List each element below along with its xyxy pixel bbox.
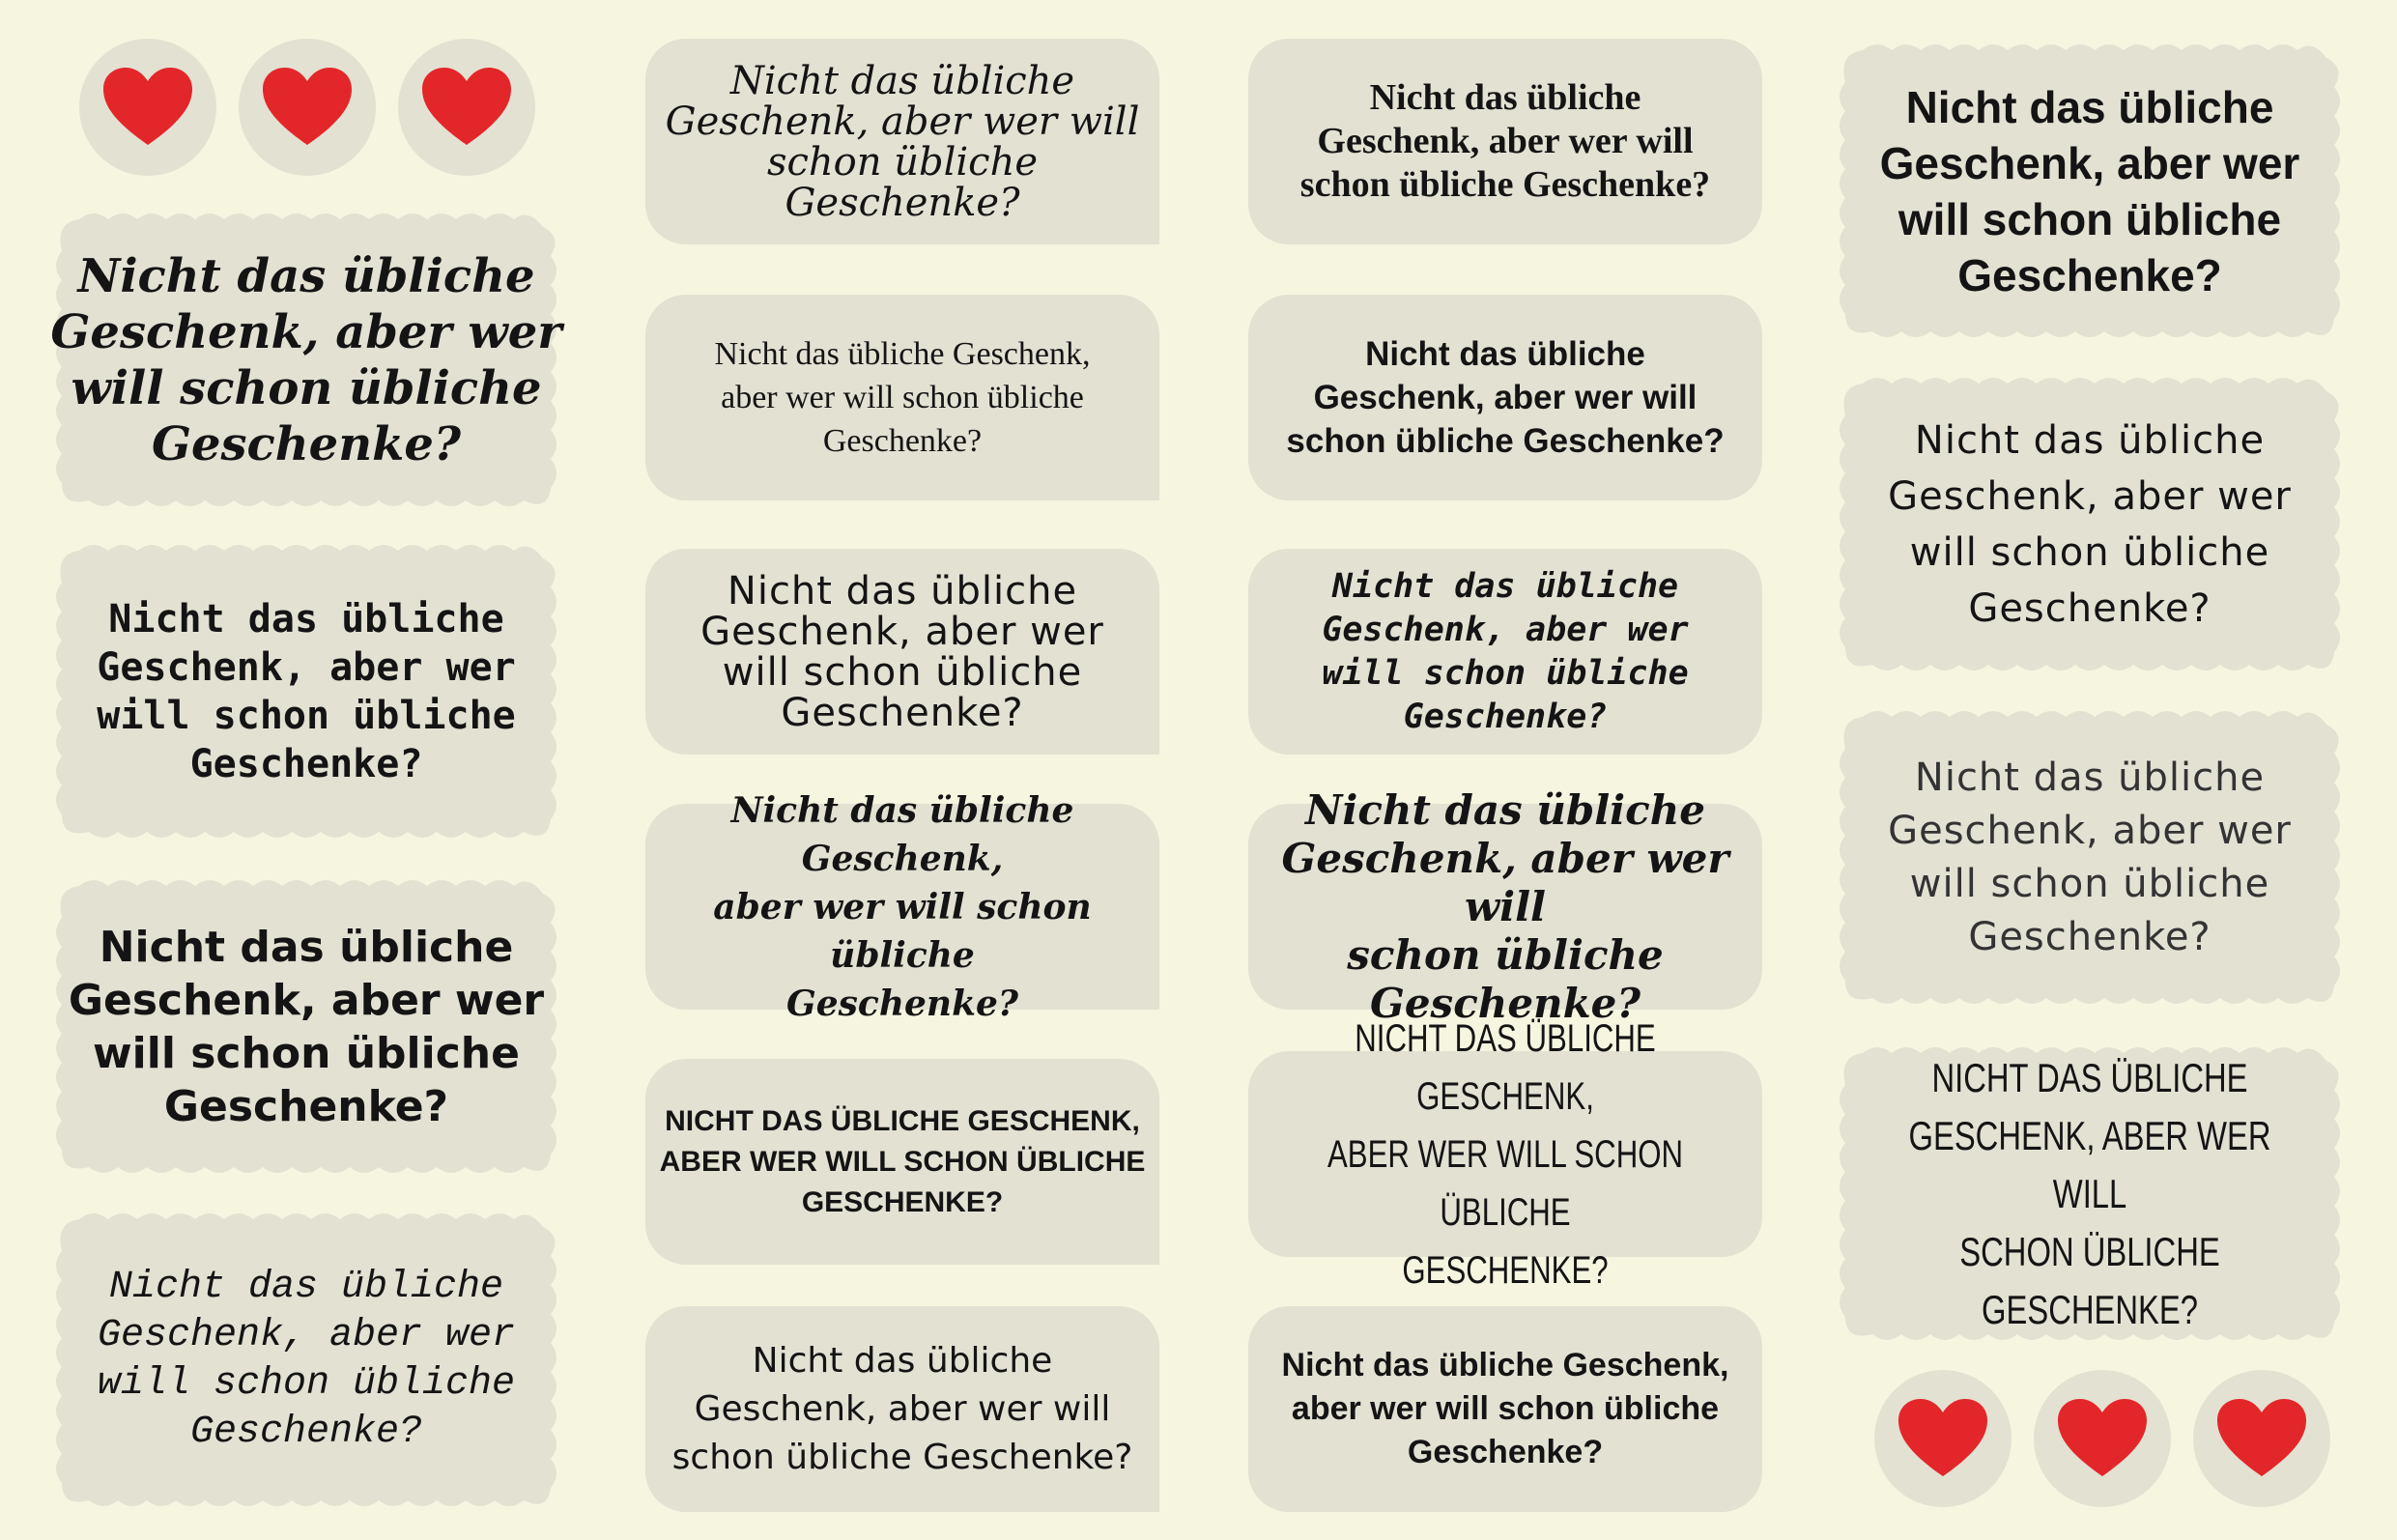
quote-text: Nicht das übliche Geschenk, aber wer will schon übliche Geschenke? — [1281, 1347, 1729, 1470]
heart-icon — [2058, 1399, 2147, 1478]
heart-sticker — [398, 39, 535, 176]
heart-icon — [2217, 1399, 2306, 1478]
rounded-label — [645, 1059, 1159, 1265]
quote-text: Nicht das übliche Geschenk, aber wer will schon übliche Geschenke? — [1888, 417, 2292, 631]
quote-text: Nicht das übliche Geschenk, aber wer will schon übliche Geschenke? — [1322, 566, 1689, 736]
quote-text: Nicht das übliche Geschenk, aber wer will schon übliche Geschenke? — [700, 568, 1104, 735]
scalloped-label — [50, 208, 562, 512]
quote-text: Nicht das übliche Geschenk, aber wer will schon übliche Geschenke? — [68, 922, 545, 1131]
scalloped-label — [50, 539, 562, 843]
quote-text: NICHT DAS ÜBLICHE GESCHENK, ABER WER WILL SCHON ÜBLICHE GESCHENKE? — [1327, 1016, 1684, 1292]
heart-icon — [1898, 1399, 1987, 1478]
scalloped-label — [1834, 372, 2346, 676]
quote-text: Nicht das übliche Geschenk, aber wer will schon übliche Geschenke? — [665, 58, 1140, 225]
rounded-label — [1248, 39, 1762, 244]
rounded-label — [1248, 785, 1762, 1027]
heart-icon — [422, 68, 511, 147]
quote-text: NICHT DAS ÜBLICHE GESCHENK, ABER WER WILL SCHON ÜBLICHE GESCHENKE? — [1908, 1054, 2271, 1332]
heart-sticker — [1874, 1370, 2012, 1507]
scalloped-label — [1834, 39, 2346, 343]
scalloped-label — [50, 874, 562, 1179]
heart-icon — [263, 68, 352, 147]
quote-text: Nicht das übliche Geschenk, aber wer will schon übliche Geschenke? — [1281, 785, 1729, 1027]
quote-text: Nicht das übliche Geschenk, aber wer will schon übliche Geschenke? — [50, 248, 562, 471]
scalloped-label — [1834, 705, 2346, 1010]
quote-text: Nicht das übliche Geschenk, aber wer will schon übliche Geschenke? — [1299, 77, 1711, 205]
heart-sticker — [239, 39, 376, 176]
rounded-label — [645, 295, 1159, 500]
heart-sticker — [2034, 1370, 2171, 1507]
heart-sticker — [79, 39, 216, 176]
quote-text: Nicht das übliche Geschenk, aber wer will schon übliche Geschenke? — [714, 336, 1091, 459]
rounded-label — [645, 39, 1159, 244]
quote-text: Nicht das übliche Geschenk, aber wer will schon übliche Geschenke? — [97, 596, 516, 786]
quote-text: Nicht das übliche Geschenk, aber wer will schon übliche Geschenke? — [1286, 335, 1725, 460]
rounded-label — [1248, 1016, 1762, 1292]
rounded-label — [1248, 549, 1762, 755]
scalloped-label — [50, 1208, 562, 1512]
quote-text: NICHT DAS ÜBLICHE GESCHENK, ABER WER WILL SCHON ÜBLICHE GESCHENKE? — [659, 1104, 1146, 1218]
rounded-label — [645, 1306, 1159, 1512]
rounded-label — [645, 789, 1159, 1024]
quote-text: Nicht das übliche Geschenk, aber wer will schon übliche Geschenke? — [671, 1340, 1133, 1477]
rounded-label — [1248, 1306, 1762, 1512]
quote-text: Nicht das übliche Geschenk, aber wer will schon übliche Geschenke? — [713, 789, 1092, 1024]
quote-text: Nicht das übliche Geschenk, aber wer will schon übliche Geschenke? — [1888, 755, 2292, 959]
quote-text: Nicht das übliche Geschenk, aber wer will schon übliche Geschenke? — [1879, 81, 2300, 300]
scalloped-label — [1834, 1041, 2346, 1346]
quote-text: Nicht das übliche Geschenk, aber wer will schon übliche Geschenke? — [97, 1265, 516, 1454]
rounded-label — [1248, 295, 1762, 500]
heart-sticker — [2193, 1370, 2330, 1507]
rounded-label — [645, 549, 1159, 755]
heart-icon — [103, 68, 192, 147]
